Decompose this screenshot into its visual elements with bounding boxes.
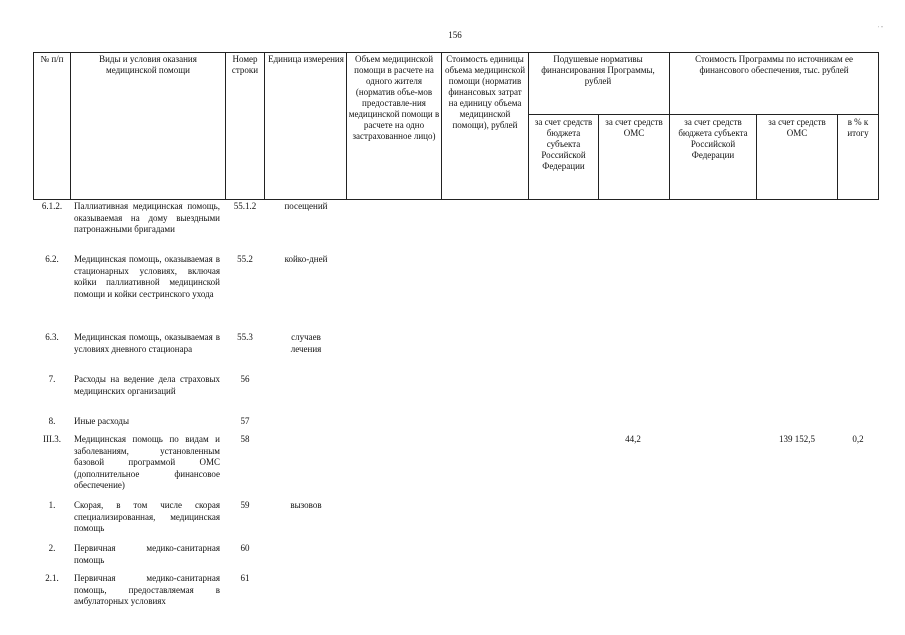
row-number: 59 [240, 500, 250, 510]
row-num: 2. [48, 543, 56, 553]
row-num: 1. [48, 500, 56, 510]
header-col-cost: Стоимость единицы объема медицинской помощи (норматив финансовых затрат на единицу объема медицинской помощи), рублей [444, 54, 526, 130]
header-sub-norm-budget: за счет средств бюджета субъекта Российской Федерации [534, 117, 593, 171]
row-num: 2.1. [45, 573, 59, 583]
row-num: 8. [48, 416, 56, 426]
row-src-pct: 0,2 [852, 434, 864, 444]
row-unit: случаев лечения [290, 332, 322, 354]
header-group-norms: Подушевые нормативы финансирования Программы, рублей [541, 54, 655, 86]
row-number: 55.3 [237, 332, 253, 342]
row-desc: Медицинская помощь, оказываемая в стационарных условиях, включая койки паллиативной медицинской помощи и койки сестринского ухода [74, 254, 220, 299]
corner-mark: ′ ″ [878, 26, 884, 32]
header-sub-norm-oms: за счет средств ОМС [605, 117, 663, 138]
header-col-unit: Единица измерения [268, 54, 344, 64]
header-sub-src-budget: за счет средств бюджета субъекта Российской Федерации [678, 117, 748, 160]
row-num: 7. [48, 374, 56, 384]
row-number: 58 [240, 434, 250, 444]
row-number: 56 [240, 374, 250, 384]
row-number: 61 [240, 573, 250, 583]
row-unit: койко-дней [284, 254, 328, 264]
row-desc: Иные расходы [74, 416, 130, 426]
row-desc: Расходы на ведение дела страховых медицинских организаций [74, 374, 220, 396]
header-col-num: № п/п [40, 54, 64, 64]
row-desc: Медицинская помощь, оказываемая в условиях дневного стационара [74, 332, 220, 354]
row-number: 57 [240, 416, 250, 426]
header-group-sources: Стоимость Программы по источникам ее финансового обеспечения, тыс. рублей [695, 54, 853, 75]
row-unit: вызовов [290, 500, 322, 510]
row-desc: Паллиативная медицинская помощь, оказываемая на дому выездными патронажными бригадами [74, 201, 220, 234]
row-desc: Медицинская помощь по видам и заболеваниям, установленным базовой программой ОМС (дополнительное финансовое обеспечение) [74, 434, 220, 490]
header-col-volume: Объем медицинской помощи в расчете на одного жителя (норматив объе-мов предоставле-ния медицинской помощи в расчете на одно застрахованное лицо) [348, 54, 440, 141]
header-sub-src-oms: за счет средств ОМС [768, 117, 826, 138]
row-desc: Первичная медико-санитарная помощь, предоставляемая в амбулаторных условиях [74, 573, 220, 606]
row-unit: посещений [284, 201, 328, 211]
row-number: 55.1.2 [233, 201, 257, 211]
header-col-types: Виды и условия оказания медицинской помощи [99, 54, 197, 75]
row-num: 6.2. [45, 254, 59, 264]
header-sub-src-pct: в % к итогу [847, 117, 869, 138]
row-src-oms: 139 152,5 [779, 434, 815, 444]
row-num: 6.3. [45, 332, 59, 342]
row-num: 6.1.2. [41, 201, 63, 211]
row-num: III.3. [43, 434, 61, 444]
header-col-row: Номер строки [231, 54, 259, 75]
row-number: 60 [240, 543, 250, 553]
row-desc: Скорая, в том числе скорая специализированная, медицинская помощь [74, 500, 220, 533]
row-number: 55.2 [237, 254, 253, 264]
page-number: 156 [448, 30, 462, 40]
row-norm-oms: 44,2 [625, 434, 641, 444]
row-desc: Первичная медико-санитарная помощь [74, 543, 220, 565]
